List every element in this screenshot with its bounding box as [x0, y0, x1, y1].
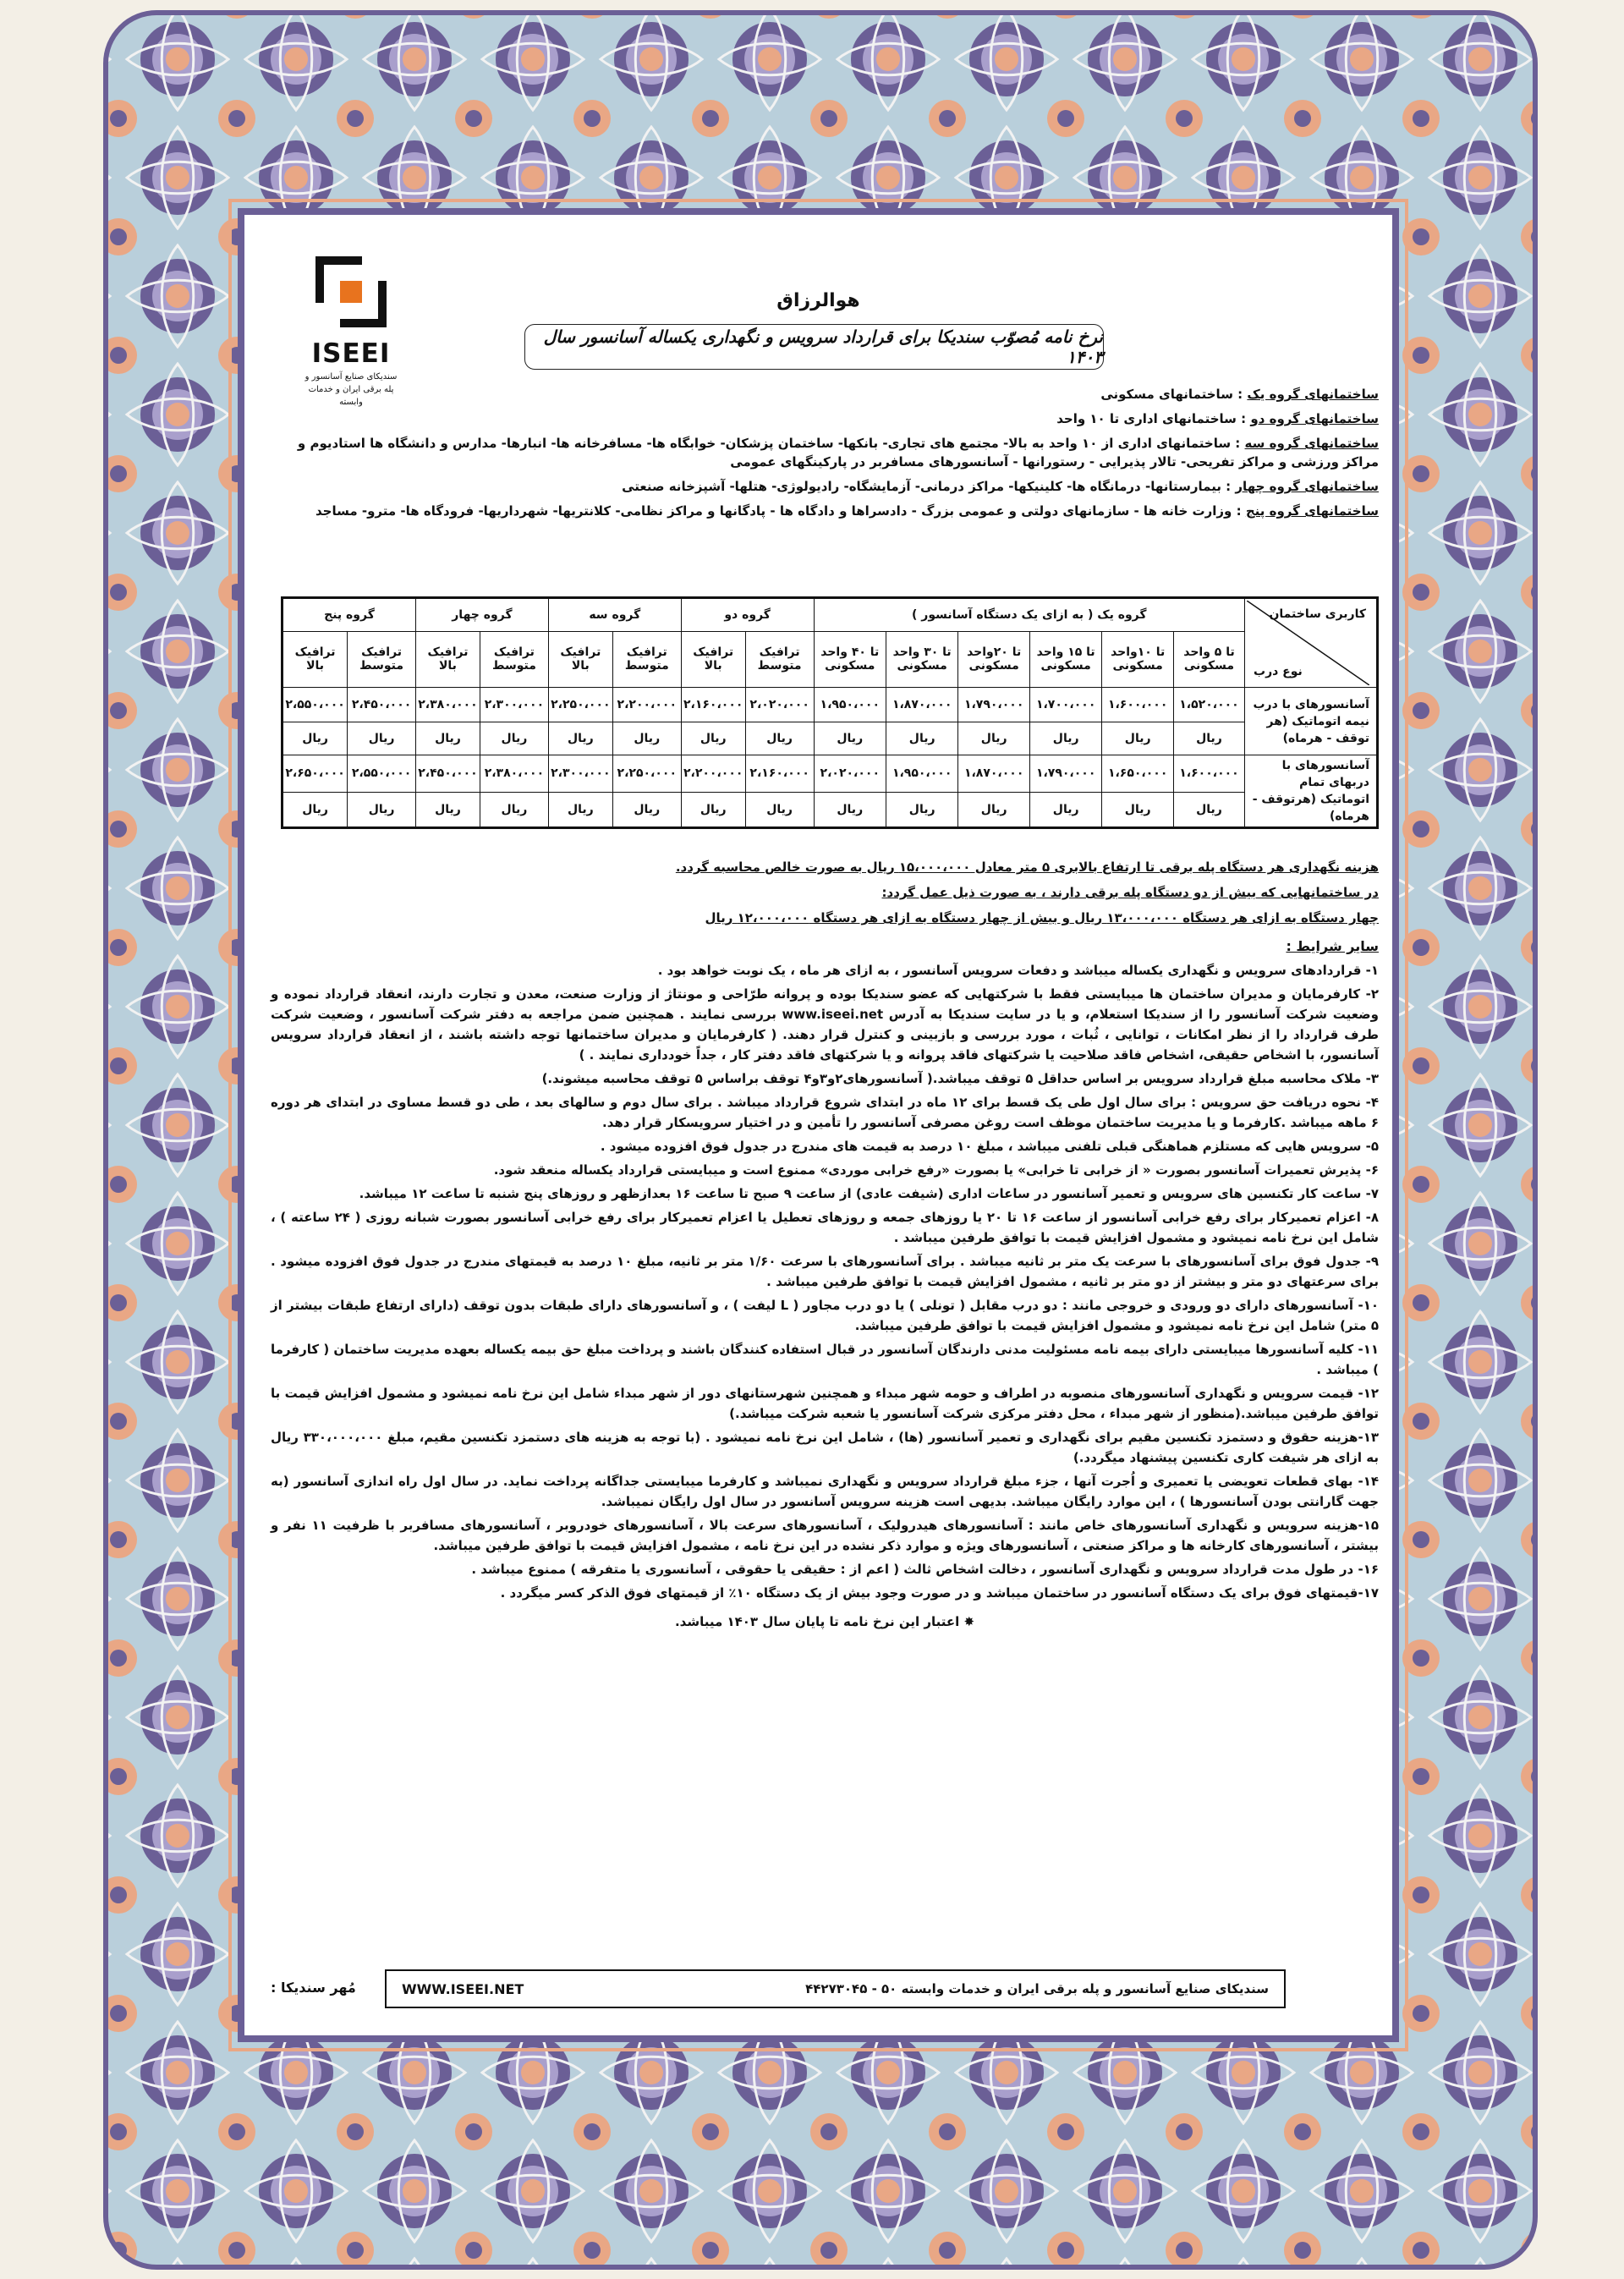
rate-value: ۱،۷۰۰،۰۰۰	[1029, 688, 1101, 722]
unit-label: ریال	[1102, 722, 1174, 755]
heading: هوالرزاق	[776, 290, 860, 311]
condition-item: ۱۷-قیمتهای فوق برای یک دستگاه آسانسور در ساختمان میباشد و در صورت وجود بیش از یک دستگاه ۱۰٪ از قیمتهای فوق الذکر کسر میگردد .	[500, 1585, 1379, 1601]
sub-header: ترافیک متوسط	[612, 631, 681, 687]
rate-value: ۲،۳۰۰،۰۰۰	[480, 688, 548, 722]
sub-header: تا ۴۰ واحد مسکونی	[814, 631, 886, 687]
rate-value: ۲،۱۶۰،۰۰۰	[745, 755, 814, 793]
unit-label: ریال	[348, 792, 416, 827]
sub-header: ترافیک بالا	[283, 631, 348, 687]
rate-table	[281, 596, 1379, 829]
sub-header: تا ۱۵ واحد مسکونی	[1029, 631, 1101, 687]
sub-header: ترافیک بالا	[548, 631, 612, 687]
logo-caption: سندیکای صنایع آسانسور و پله برقی ایران و خدمات وابسته	[304, 372, 398, 407]
group-item	[271, 434, 1379, 471]
rate-value: ۱،۸۷۰،۰۰۰	[886, 688, 957, 722]
sub-header: ترافیک بالا	[681, 631, 745, 687]
sub-header: تا ۳۰ واحد مسکونی	[886, 631, 957, 687]
multi-escalator-detail: چهار دستگاه به ازای هر دستگاه ۱۳،۰۰۰،۰۰۰ ریال و بیش از چهار دستگاه به ازای هر دستگاه ۱۲،۰۰۰،۰۰۰ ریال	[705, 910, 1379, 925]
table-row	[283, 688, 1378, 722]
group-title: ساختمانهای گروه دو	[1250, 411, 1379, 426]
group-desc: : ساختمانهای مسکونی	[1100, 387, 1243, 402]
rate-value: ۱،۷۹۰،۰۰۰	[958, 688, 1030, 722]
group-header: گروه پنج	[283, 598, 416, 632]
group-header: گروه یک ( به ازای یک دستگاه آسانسور )	[814, 598, 1244, 632]
conditions-title: سایر شرایط :	[1286, 938, 1379, 954]
condition-item: ۱۴- بهای قطعات تعویضی یا تعمیری و اُجرت آنها ، جزء مبلغ قرارداد سرویس و نگهداری نمیباشد و کارفرما میبایستی جداگانه پرداخت نماید. در سال اول راه اندازی آسانسور (به جهت گارانتی بودن آسانسورها ) ، این موارد رایگان میباشد. بدیهی است هزینه سرویس آسانسور در سال اول رایگان نمیباشد.	[271, 1474, 1379, 1509]
unit-label: ریال	[283, 722, 348, 755]
footer-box	[385, 1969, 1286, 2008]
condition-item: ۶- پذیرش تعمیرات آسانسور بصورت « از خرابی تا خرابی» یا بصورت «رفع خرابی موردی» ممنوع است و میبایستی قرارداد یکساله منعقد شود.	[493, 1162, 1379, 1178]
group-item	[271, 477, 1379, 496]
table-row	[283, 755, 1378, 793]
notes-section	[271, 857, 1379, 1632]
condition-item: ۱- قراردادهای سرویس و نگهداری یکساله میباشد و دفعات سرویس آسانسور ، به ازای هر ماه ، یک نوبت خواهد بود .	[657, 963, 1379, 978]
document-page	[254, 224, 1383, 2026]
unit-label: ریال	[480, 722, 548, 755]
rate-value: ۱،۸۷۰،۰۰۰	[958, 755, 1030, 793]
condition-item: ۱۱- کلیه آسانسورها میبایستی دارای بیمه نامه مسئولیت مدنی دارندگان آسانسور در قبال استفاده کنندگان باشند و پرداخت مبلغ حق بیمه یکساله بعهده مدیریت ساختمان ( کارفرما ) میباشد .	[271, 1342, 1379, 1377]
unit-label: ریال	[1029, 792, 1101, 827]
unit-label: ریال	[612, 722, 681, 755]
group-item	[271, 385, 1379, 404]
document-title: نرخ نامه مُصوّب سندیکا برای قرارداد سرویس و نگهداری یکساله آسانسور سال ۱۴۰۳	[524, 324, 1104, 370]
group-header: گروه دو	[681, 598, 814, 632]
rate-value: ۱،۶۰۰،۰۰۰	[1102, 688, 1174, 722]
rate-value: ۲،۳۸۰،۰۰۰	[480, 755, 548, 793]
unit-label: ریال	[480, 792, 548, 827]
unit-row	[283, 722, 1378, 755]
unit-label: ریال	[681, 792, 745, 827]
sub-header: تا ۱۰واحد مسکونی	[1102, 631, 1174, 687]
building-groups	[271, 385, 1379, 526]
footer-text: سندیکای صنایع آسانسور و پله برقی ایران و خدمات وابسته ۵۰ - ۴۴۲۷۳۰۴۵	[805, 1981, 1269, 1996]
group-item	[271, 502, 1379, 520]
unit-label: ریال	[681, 722, 745, 755]
rate-value: ۲،۴۵۰،۰۰۰	[416, 755, 480, 793]
unit-label: ریال	[416, 792, 480, 827]
rate-value: ۱،۹۵۰،۰۰۰	[886, 755, 957, 793]
sub-header: تا ۵ واحد مسکونی	[1173, 631, 1244, 687]
unit-label: ریال	[886, 722, 957, 755]
logo-text: ISEEI	[311, 338, 391, 369]
unit-label: ریال	[745, 792, 814, 827]
group-title: ساختمانهای گروه پنج	[1245, 503, 1379, 519]
unit-label: ریال	[348, 722, 416, 755]
unit-label: ریال	[1029, 722, 1101, 755]
corner-bottom-label: نوع درب	[1254, 665, 1303, 678]
unit-label: ریال	[886, 792, 957, 827]
sub-header: ترافیک متوسط	[348, 631, 416, 687]
group-desc: : بیمارستانها- درمانگاه ها- کلینیکها- مراکز درمانی- آزمایشگاه- رادیولوژی- هتلها- آشپزخانه صنعتی	[622, 479, 1232, 494]
multi-escalator-intro: در ساختمانهایی که بیش از دو دستگاه پله برقی دارند ، به صورت ذیل عمل گردد:	[881, 885, 1379, 900]
unit-label: ریال	[814, 722, 886, 755]
sub-header: ترافیک بالا	[416, 631, 480, 687]
group-desc: : ساختمانهای اداری از ۱۰ واحد به بالا- مجتمع های تجاری- بانکها- ساختمان پزشکان- خوابگاه ها- مسافرخانه ها- انبارها- مدارس و دانشگاه ها استادیوم و مراکز ورزشی و مراکز تفریحی- تالار پذیرایی - رستورانها - آسانسورهای مسافربر در پارکینگهای عمومی	[297, 436, 1379, 470]
seal-label: مُهر سندیکا :	[271, 1980, 356, 1996]
sub-header: ترافیک متوسط	[745, 631, 814, 687]
rate-value: ۱،۶۵۰،۰۰۰	[1102, 755, 1174, 793]
rate-value: ۲،۲۵۰،۰۰۰	[612, 755, 681, 793]
sub-header: ترافیک متوسط	[480, 631, 548, 687]
rate-value: ۲،۰۲۰،۰۰۰	[745, 688, 814, 722]
website-link[interactable]: WWW.ISEEI.NET	[402, 1980, 524, 1997]
condition-item: ۳- ملاک محاسبه مبلغ قرارداد سرویس بر اساس حداقل ۵ توقف میباشد.( آسانسورهای۲و۳و۴ توقف براساس ۵ توقف محاسبه میشوند.)	[541, 1071, 1379, 1086]
unit-label: ریال	[416, 722, 480, 755]
group-desc: : ساختمانهای اداری تا ۱۰ واحد	[1056, 411, 1247, 426]
rate-value: ۱،۹۵۰،۰۰۰	[814, 688, 886, 722]
rate-value: ۱،۶۰۰،۰۰۰	[1173, 755, 1244, 793]
unit-label: ریال	[745, 722, 814, 755]
rate-value: ۲،۴۵۰،۰۰۰	[348, 688, 416, 722]
rate-value: ۲،۱۶۰،۰۰۰	[681, 688, 745, 722]
rate-value: ۲،۲۵۰،۰۰۰	[548, 688, 612, 722]
escalator-note: هزینه نگهداری هر دستگاه پله برقی تا ارتفاع بالابری ۵ متر معادل ۱۵،۰۰۰،۰۰۰ ریال به صورت خالص محاسبه گردد.	[675, 859, 1379, 875]
unit-label: ریال	[548, 792, 612, 827]
unit-label: ریال	[1173, 792, 1244, 827]
group-desc: : وزارت خانه ها - سازمانهای دولتی و عمومی بزرگ - دادسراها و دادگاه ها - پادگانها و مراکز نظامی- کلانتریها- شهرداریها- فرودگاه ها- مترو- مساجد	[315, 503, 1242, 519]
unit-label: ریال	[958, 792, 1030, 827]
unit-label: ریال	[1102, 792, 1174, 827]
unit-row	[283, 792, 1378, 827]
condition-item: ۷- ساعت کار تکنسین های سرویس و تعمیر آسانسور در ساعات اداری (شیفت عادی) از ساعت ۹ صبح تا ساعت ۱۶ بعدازظهر و روزهای پنج شنبه تا ساعت ۱۲ میباشد.	[359, 1186, 1379, 1201]
unit-label: ریال	[958, 722, 1030, 755]
condition-item: ۱۰- آسانسورهای دارای دو ورودی و خروجی مانند : دو درب مقابل ( تونلی ) یا دو درب مجاور ( L لیفت ) ، و آسانسورهای دارای طبقات بدون توقف (دارای ارتفاع طبقات بیشتر از ۵ متر) شامل این نرخ نامه نمیشود و مشمول افزایش قیمت با توافق طرفین میباشد.	[271, 1298, 1380, 1333]
group-title: ساختمانهای گروه یک	[1247, 387, 1379, 402]
group-title: ساختمانهای گروه سه	[1244, 436, 1379, 451]
corner-top-label: کاربری ساختمان	[1269, 607, 1366, 621]
condition-item: ۱۵-هزینه سرویس و نگهداری آسانسورهای خاص مانند : آسانسورهای هیدرولیک ، آسانسورهای سرعت بالا ، آسانسورهای خودروبر ، آسانسورهای مسافربر با ظرفیت ۱۱ نفر و بیشتر ، آسانسورهای کارخانه ها و مراکز صنعتی ، آسانسورهای ویژه و موارد ذکر نشده در این نرخ نامه ، مشمول افزایش قیمت با توافق طرفین میباشد.	[271, 1518, 1379, 1553]
condition-item: ۴- نحوه دریافت حق سرویس : برای سال اول طی یک قسط برای ۱۲ ماه در ابتدای شروع قرارداد میباشد . برای سال دوم و سالهای بعد ، طی دو قسط مساوی در ابتدای هر دوره ۶ ماهه میباشد .کارفرما و یا مدیریت ساختمان موظف است روغن مصرفی آسانسور را تأمین و در اختیار سرویسکار قرار دهد.	[271, 1095, 1380, 1130]
conditions-list	[271, 960, 1379, 1603]
condition-item: ۱۶- در طول مدت قرارداد سرویس و نگهداری آسانسور ، دخالت اشخاص ثالث ( اعم از : حقیقی یا حقوقی ، آسانسوری یا متفرقه ) ممنوع میباشد .	[471, 1562, 1379, 1577]
group-item	[271, 409, 1379, 428]
validity-note: ✸ اعتبار این نرخ نامه تا پایان سال ۱۴۰۳ میباشد.	[674, 1614, 975, 1629]
condition-item: ۸- اعزام تعمیرکار برای رفع خرابی آسانسور از ساعت ۱۶ تا ۲۰ یا روزهای جمعه و روزهای تعطیل یا اعزام تعمیرکار برای رفع خرابی آسانسور بصورت شبانه روزی ( ۲۴ ساعته ) ، شامل این نرخ نامه نمیشود و مشمول افزایش قیمت با توافق طرفین میباشد .	[271, 1210, 1379, 1245]
rate-value: ۱،۵۲۰،۰۰۰	[1173, 688, 1244, 722]
condition-item: ۵- سرویس هایی که مستلزم هماهنگی قبلی تلفنی میباشد ، مبلغ ۱۰ درصد به قیمت های مندرج در جدول فوق افزوده میشود .	[600, 1139, 1379, 1154]
rate-value: ۲،۳۸۰،۰۰۰	[416, 688, 480, 722]
rate-value: ۲،۵۵۰،۰۰۰	[283, 688, 348, 722]
rate-value: ۲،۲۰۰،۰۰۰	[681, 755, 745, 793]
rate-value: ۲،۲۰۰،۰۰۰	[612, 688, 681, 722]
table-corner-cell	[1245, 598, 1378, 688]
rate-value: ۲،۳۰۰،۰۰۰	[548, 755, 612, 793]
unit-label: ریال	[814, 792, 886, 827]
condition-item: ۹- جدول فوق برای آسانسورهای با سرعت یک متر بر ثانیه میباشد . برای آسانسورهای با سرعت ۱/۶۰ متر بر ثانیه، مبلغ ۱۰ درصد به قیمتهای مندرج در جدول فوق افزوده میشود . برای سرعتهای دو متر و بیشتر از دو متر بر ثانیه ، مشمول افزایش قیمت با توافق طرفین میباشد .	[271, 1254, 1379, 1289]
unit-label: ریال	[548, 722, 612, 755]
group-header: گروه چهار	[416, 598, 549, 632]
condition-item: ۱۲- قیمت سرویس و نگهداری آسانسورهای منصوبه در اطراف و حومه شهر مبداء و همچنین شهرستانهای دور از شهر مبداء شامل این نرخ نامه نمیشود و مشمول افزایش قیمت با توافق طرفین میباشد.(منظور از شهر مبداء ، محل دفتر مرکزی شرکت آسانسور یا شعبه شرکت میباشد.)	[271, 1386, 1379, 1421]
row-label: آسانسورهای با دربهای تمام اتوماتیک (هرتوقف - هرماه)	[1245, 755, 1378, 828]
unit-label: ریال	[1173, 722, 1244, 755]
rate-value: ۱،۷۹۰،۰۰۰	[1029, 755, 1101, 793]
group-title: ساختمانهای گروه چهار	[1235, 479, 1379, 494]
unit-label: ریال	[283, 792, 348, 827]
rate-value: ۲،۵۵۰،۰۰۰	[348, 755, 416, 793]
condition-item: ۲- کارفرمایان و مدیران ساختمان ها میبایستی فقط با شرکتهایی که عضو سندیکا بوده و پروانه طرّاحی و مونتاژ از وزارت صنعت، معدن و تجارت دارند، انعقاد قرارداد نموده و وضعیت شرکت آسانسور را از سندیکا استعلام، و یا در سایت سندیکا به آدرس www.iseei.net بررسی نمایند . همچنین ضمن مراجعه به دفتر شرکت آسانسور ، وضعیت شرکت طرف قرارداد را از نظر امکانات ، توانایی ، ثُبات ، مورد بررسی و بازبینی و کنترل قرار دهند. ( کارفرمایان و مدیران ساختمانها توجه داشته باشند ، از انعقاد قرارداد سرویس آسانسور، با اشخاص حقیقی، اشخاص فاقد صلاحیت یا شرکتهای فاقد پروانه و یا شرکتهای فاقد دفتر کار ، جداً خودداری نمایند . )	[271, 986, 1379, 1063]
group-header: گروه سه	[548, 598, 681, 632]
condition-item: ۱۳-هزینه حقوق و دستمزد تکنسین مقیم برای نگهداری و تعمیر آسانسور (ها) ، شامل این نرخ نامه نمیشود . (با توجه به هزینه های دستمزد تکنسین مقیم، مبلغ ۳۳۰،۰۰۰،۰۰۰ ریال به ازای هر شیفت کاری تکنسین پیشنهاد میگردد.)	[271, 1430, 1379, 1465]
row-label: آسانسورهای با درب نیمه اتوماتیک (هر توقف - هرماه)	[1245, 688, 1378, 755]
sub-header: تا ۲۰واحد مسکونی	[958, 631, 1030, 687]
unit-label: ریال	[612, 792, 681, 827]
rate-value: ۲،۶۵۰،۰۰۰	[283, 755, 348, 793]
rate-value: ۲،۰۲۰،۰۰۰	[814, 755, 886, 793]
